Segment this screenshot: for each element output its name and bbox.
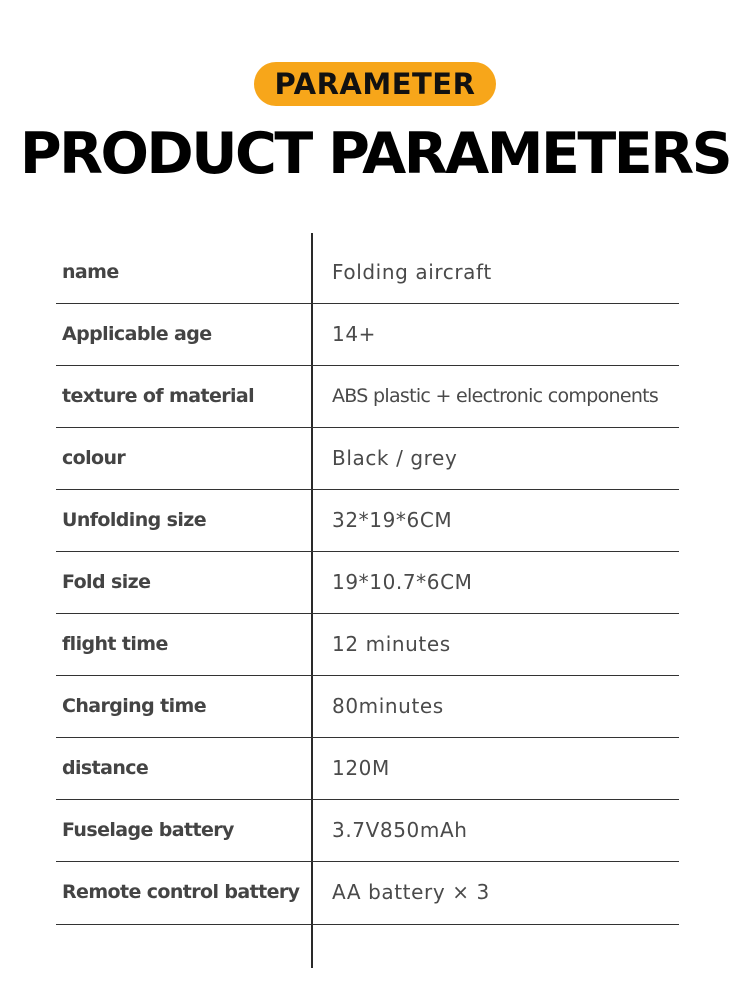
parameter-badge: PARAMETER bbox=[254, 62, 496, 106]
parameter-name: Unfolding size bbox=[62, 509, 207, 531]
parameter-value: 19*10.7*6CM bbox=[332, 570, 473, 594]
parameter-value: 3.7V850mAh bbox=[332, 818, 468, 842]
table-row bbox=[56, 242, 679, 304]
table-row bbox=[56, 366, 679, 428]
table-row bbox=[56, 304, 679, 366]
parameter-value: Folding aircraft bbox=[332, 260, 492, 284]
parameter-name: Applicable age bbox=[62, 323, 212, 345]
parameter-name: Remote control battery bbox=[62, 881, 300, 903]
parameter-name: flight time bbox=[62, 633, 168, 655]
table-row bbox=[56, 552, 679, 614]
parameters-table bbox=[56, 242, 679, 925]
page-title: PRODUCT PARAMETERS bbox=[19, 121, 731, 187]
parameter-name: Charging time bbox=[62, 695, 206, 717]
parameter-name: Fold size bbox=[62, 571, 151, 593]
parameter-name: Fuselage battery bbox=[62, 819, 234, 841]
parameter-value: ABS plastic + electronic components bbox=[332, 385, 659, 407]
parameter-value: 120M bbox=[332, 756, 390, 780]
parameter-name: colour bbox=[62, 447, 126, 469]
table-row bbox=[56, 428, 679, 490]
table-row bbox=[56, 738, 679, 800]
parameter-name: distance bbox=[62, 757, 149, 779]
table-row bbox=[56, 676, 679, 738]
table-row bbox=[56, 614, 679, 676]
parameter-value: AA battery × 3 bbox=[332, 880, 490, 904]
parameter-value: 32*19*6CM bbox=[332, 508, 453, 532]
table-row bbox=[56, 862, 679, 925]
parameter-name: name bbox=[62, 261, 119, 283]
parameter-value: 12 minutes bbox=[332, 632, 451, 656]
parameter-value: Black / grey bbox=[332, 446, 458, 470]
table-row bbox=[56, 490, 679, 552]
parameter-name: texture of material bbox=[62, 385, 255, 407]
parameter-value: 14+ bbox=[332, 322, 377, 346]
table-row bbox=[56, 800, 679, 862]
parameter-value: 80minutes bbox=[332, 694, 444, 718]
